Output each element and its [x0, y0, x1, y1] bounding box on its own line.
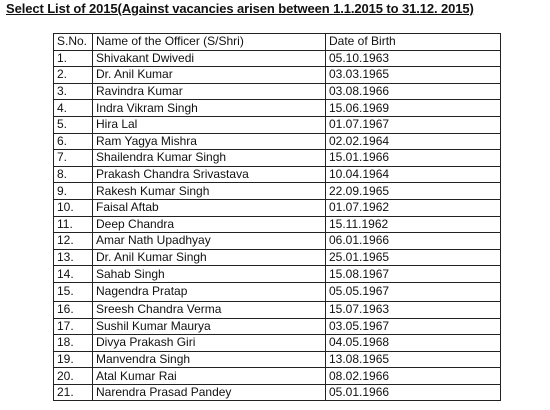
table-row — [54, 266, 501, 283]
row-date-of-birth: 13.08.1965 — [326, 351, 501, 368]
row-sno: 17. — [54, 318, 93, 335]
page-title: Select List of 2015(Against vacancies arisen between 1.1.2015 to 31.12. 2015) — [6, 1, 474, 16]
row-sno: 20. — [54, 368, 93, 385]
table-row — [54, 116, 501, 133]
row-officer-name: Divya Prakash Giri — [93, 335, 326, 352]
row-officer-name: Deep Chandra — [93, 216, 326, 233]
row-sno: 16. — [54, 301, 93, 318]
table-row — [54, 133, 501, 150]
row-officer-name: Sahab Singh — [93, 266, 326, 283]
table-row — [54, 100, 501, 117]
row-date-of-birth: 15.06.1969 — [326, 100, 501, 117]
table-row — [54, 166, 501, 183]
row-sno: 1. — [54, 50, 93, 67]
table-row — [54, 83, 501, 100]
row-date-of-birth: 02.02.1964 — [326, 133, 501, 150]
row-sno: 8. — [54, 166, 93, 183]
row-sno: 19. — [54, 351, 93, 368]
row-sno: 13. — [54, 249, 93, 266]
table-row — [54, 351, 501, 368]
table-row — [54, 249, 501, 266]
row-sno: 10. — [54, 199, 93, 216]
row-sno: 5. — [54, 116, 93, 133]
row-date-of-birth: 05.10.1963 — [326, 50, 501, 67]
row-officer-name: Ram Yagya Mishra — [93, 133, 326, 150]
row-officer-name: Rakesh Kumar Singh — [93, 183, 326, 200]
row-date-of-birth: 25.01.1965 — [326, 249, 501, 266]
table-row — [54, 50, 501, 67]
table-row — [54, 150, 501, 167]
row-officer-name: Faisal Aftab — [93, 199, 326, 216]
table-row — [54, 301, 501, 318]
row-officer-name: Dr. Anil Kumar — [93, 67, 326, 84]
header-sno: S.No. — [54, 34, 93, 51]
row-sno: 4. — [54, 100, 93, 117]
row-sno: 6. — [54, 133, 93, 150]
row-officer-name: Dr. Anil Kumar Singh — [93, 249, 326, 266]
select-list-body — [54, 34, 501, 401]
row-date-of-birth: 15.11.1962 — [326, 216, 501, 233]
row-date-of-birth: 08.02.1966 — [326, 368, 501, 385]
row-sno: 21. — [54, 384, 93, 401]
table-header-row — [54, 34, 501, 51]
table-row — [54, 282, 501, 301]
row-sno: 11. — [54, 216, 93, 233]
row-date-of-birth: 15.07.1963 — [326, 301, 501, 318]
row-officer-name: Sushil Kumar Maurya — [93, 318, 326, 335]
row-date-of-birth: 03.03.1965 — [326, 67, 501, 84]
row-sno: 7. — [54, 150, 93, 167]
row-date-of-birth: 06.01.1966 — [326, 233, 501, 250]
row-officer-name: Sreesh Chandra Verma — [93, 301, 326, 318]
row-officer-name: Shivakant Dwivedi — [93, 50, 326, 67]
row-officer-name: Amar Nath Upadhyay — [93, 233, 326, 250]
row-date-of-birth: 03.05.1967 — [326, 318, 501, 335]
table-row — [54, 318, 501, 335]
row-sno: 2. — [54, 67, 93, 84]
row-date-of-birth: 22.09.1965 — [326, 183, 501, 200]
row-sno: 3. — [54, 83, 93, 100]
row-date-of-birth: 05.05.1967 — [326, 282, 501, 301]
row-sno: 9. — [54, 183, 93, 200]
row-date-of-birth: 01.07.1967 — [326, 116, 501, 133]
select-list-table — [53, 33, 501, 401]
row-sno: 12. — [54, 233, 93, 250]
row-officer-name: Atal Kumar Rai — [93, 368, 326, 385]
table-row — [54, 183, 501, 200]
header-date-of-birth: Date of Birth — [326, 34, 501, 51]
row-date-of-birth: 04.05.1968 — [326, 335, 501, 352]
table-row — [54, 335, 501, 352]
row-date-of-birth: 03.08.1966 — [326, 83, 501, 100]
table-row — [54, 384, 501, 401]
row-date-of-birth: 15.01.1966 — [326, 150, 501, 167]
row-officer-name: Narendra Prasad Pandey — [93, 384, 326, 401]
row-sno: 15. — [54, 282, 93, 301]
table-row — [54, 368, 501, 385]
row-date-of-birth: 05.01.1966 — [326, 384, 501, 401]
table-row — [54, 199, 501, 216]
row-officer-name: Ravindra Kumar — [93, 83, 326, 100]
table-row — [54, 67, 501, 84]
row-officer-name: Nagendra Pratap — [93, 282, 326, 301]
row-date-of-birth: 01.07.1962 — [326, 199, 501, 216]
row-officer-name: Prakash Chandra Srivastava — [93, 166, 326, 183]
row-date-of-birth: 15.08.1967 — [326, 266, 501, 283]
row-officer-name: Indra Vikram Singh — [93, 100, 326, 117]
row-officer-name: Hira Lal — [93, 116, 326, 133]
table-row — [54, 233, 501, 250]
header-officer-name: Name of the Officer (S/Shri) — [93, 34, 326, 51]
row-officer-name: Shailendra Kumar Singh — [93, 150, 326, 167]
row-date-of-birth: 10.04.1964 — [326, 166, 501, 183]
row-sno: 14. — [54, 266, 93, 283]
row-officer-name: Manvendra Singh — [93, 351, 326, 368]
table-row — [54, 216, 501, 233]
row-sno: 18. — [54, 335, 93, 352]
